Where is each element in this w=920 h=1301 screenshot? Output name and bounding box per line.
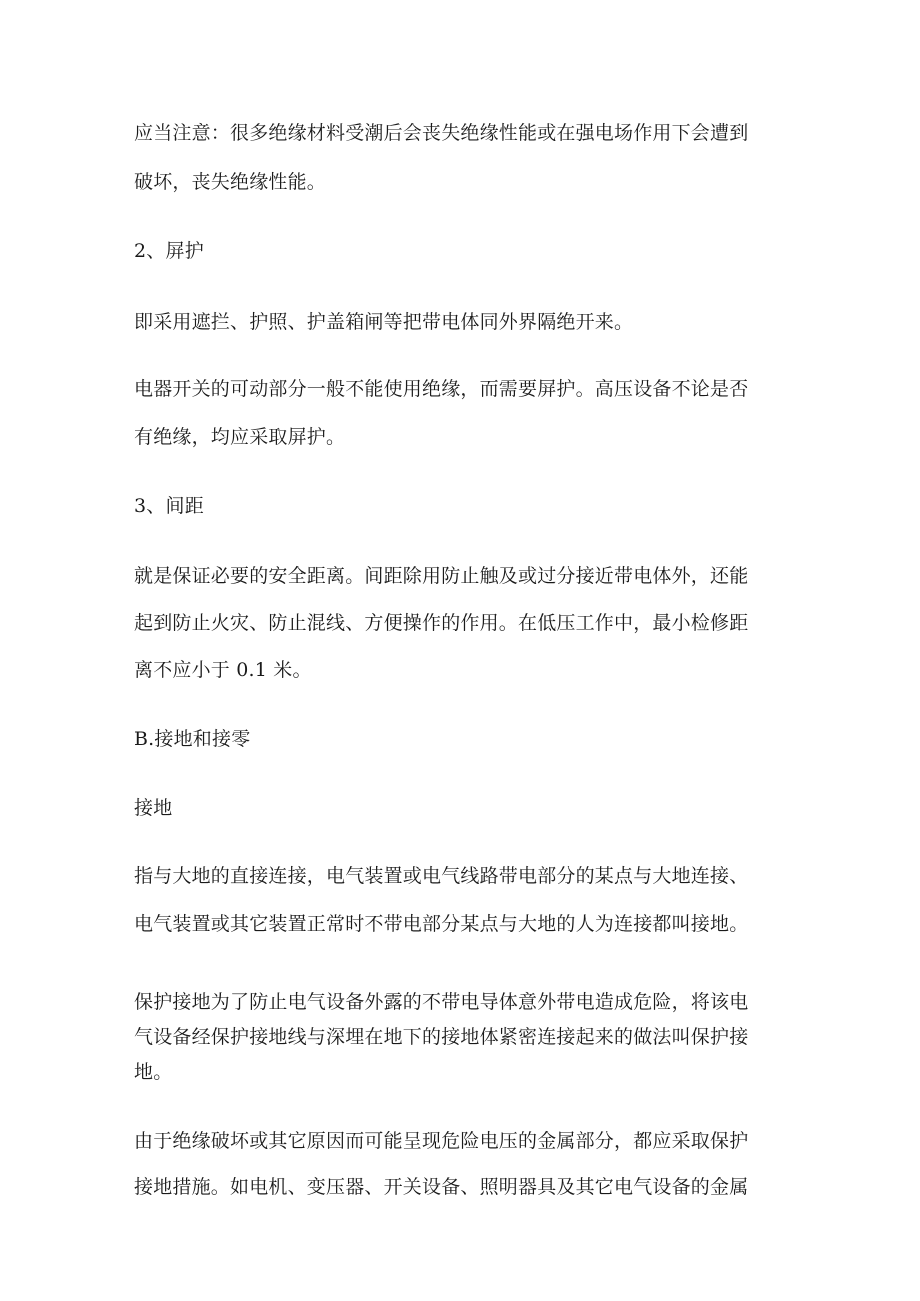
text-line: 保护接地为了防止电气设备外露的不带电导体意外带电造成危险，将该电 <box>134 991 749 1013</box>
text-line: 接地措施。如电机、变压器、开关设备、照明器具及其它电气设备的金属 <box>134 1176 749 1198</box>
section-heading: B.接地和接零 <box>134 728 251 750</box>
text-line: 应当注意：很多绝缘材料受潮后会丧失绝缘性能或在强电场作用下会遭到 <box>134 122 749 144</box>
subsection-heading: 接地 <box>134 797 173 819</box>
text-line: 离不应小于 0.1 米。 <box>134 659 312 681</box>
text-line: 电器开关的可动部分一般不能使用绝缘，而需要屏护。高压设备不论是否 <box>134 378 749 400</box>
text-line: 由于绝缘破坏或其它原因而可能呈现危险电压的金属部分，都应采取保护 <box>134 1130 749 1152</box>
text-line: 地。 <box>134 1061 173 1083</box>
text-line: 指与大地的直接连接，电气装置或电气线路带电部分的某点与大地连接、 <box>134 865 749 887</box>
text-line: 即采用遮拦、护照、护盖箱闸等把带电体同外界隔绝开来。 <box>134 311 634 333</box>
section-heading: 2、屏护 <box>134 240 204 262</box>
text-line: 破坏，丧失绝缘性能。 <box>134 171 327 193</box>
text-line: 气设备经保护接地线与深埋在地下的接地体紧密连接起来的做法叫保护接 <box>134 1026 749 1048</box>
text-line: 有绝缘，均应采取屏护。 <box>134 426 346 448</box>
text-line: 电气装置或其它装置正常时不带电部分某点与大地的人为连接都叫接地。 <box>134 913 749 935</box>
text-line: 就是保证必要的安全距离。间距除用防止触及或过分接近带电体外，还能 <box>134 565 749 587</box>
section-heading: 3、间距 <box>134 495 204 517</box>
text-line: 起到防止火灾、防止混线、方便操作的作用。在低压工作中，最小检修距 <box>134 612 749 634</box>
